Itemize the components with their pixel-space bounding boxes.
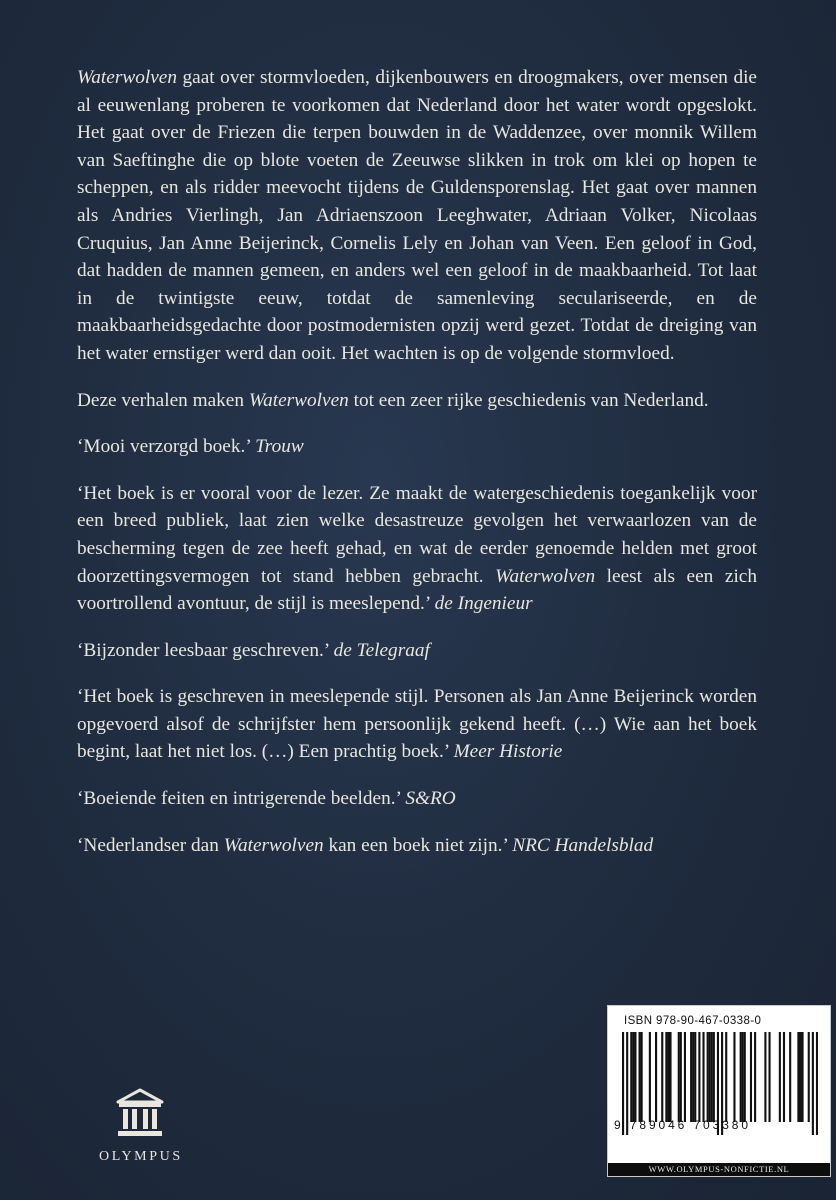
review-source: Meer Historie bbox=[453, 741, 563, 763]
barcode-bar bbox=[661, 1032, 663, 1122]
review-quote-text: ‘Boeiende feiten en intrigerende beelden.’ bbox=[77, 788, 406, 810]
barcode-bar bbox=[783, 1032, 785, 1122]
barcode-bar bbox=[779, 1032, 781, 1122]
barcode-bar bbox=[713, 1032, 715, 1122]
barcode-bar bbox=[709, 1032, 711, 1122]
barcode-bar bbox=[639, 1032, 641, 1122]
review-quote bbox=[77, 832, 757, 860]
publisher-website: WWW.OLYMPUS-NONFICTIE.NL bbox=[648, 1164, 790, 1174]
barcode-bar bbox=[764, 1032, 766, 1122]
barcode-bar bbox=[702, 1032, 704, 1122]
review-quote-text: ‘Het boek is geschreven in meeslepende stijl. Personen als Jan Anne Beijerinck worden opgevoerd alsof de schrijfster hem persoonlijk gekend heeft. (…) Wie aan het boek begint, laat het niet los. (…) Een prachtig boek.’ bbox=[77, 686, 757, 763]
barcode-bar bbox=[707, 1032, 709, 1122]
barcode-bar bbox=[678, 1032, 680, 1122]
blurb-text bbox=[77, 64, 757, 878]
barcode-bar bbox=[665, 1032, 667, 1122]
temple-columns-icon bbox=[114, 1088, 166, 1138]
review-quote-text: ‘Nederlandser dan bbox=[77, 834, 224, 856]
barcode-bar bbox=[655, 1032, 657, 1122]
barcode-bar bbox=[725, 1032, 727, 1122]
review-source: NRC Handelsblad bbox=[512, 834, 654, 856]
barcode-bar bbox=[680, 1032, 682, 1122]
review-source: de Telegraaf bbox=[333, 639, 430, 661]
book-title-italic: Waterwolven bbox=[77, 67, 177, 88]
review-quote-text: leest als een zich voortrollend avontuur, de stijl is meeslepend.’ bbox=[77, 565, 757, 615]
book-title-italic: Waterwolven bbox=[248, 389, 349, 411]
review-quote bbox=[77, 785, 757, 813]
blurb-paragraph-2 bbox=[77, 387, 757, 415]
barcode-bar bbox=[630, 1032, 632, 1122]
review-quote-text: kan een boek niet zijn.’ bbox=[323, 834, 513, 856]
review-source: Trouw bbox=[255, 436, 304, 458]
publisher-name: OLYMPUS bbox=[99, 1149, 183, 1164]
barcode-bar bbox=[634, 1032, 636, 1122]
barcode-bar bbox=[754, 1032, 756, 1122]
barcode-bar bbox=[799, 1032, 801, 1122]
barcode-bar bbox=[692, 1032, 694, 1122]
review-source: de Ingenieur bbox=[434, 593, 533, 615]
isbn-label: ISBN 978-90-467-0338-0 bbox=[624, 1015, 762, 1027]
barcode-bar bbox=[669, 1032, 671, 1122]
barcode-bar bbox=[797, 1032, 799, 1122]
barcode-bar bbox=[649, 1032, 651, 1122]
publisher-logo bbox=[99, 1088, 185, 1144]
blurb-paragraph-1-text: gaat over stormvloeden, dijkenbouwers en droogmakers, over mensen die al eeuwenlang proberen te voorkomen dat Nederland door het water wordt opgeslokt. Het gaat over de Friezen die terpen bouwden in de Waddenzee, over monnik Willem van Saeftinghe die op blote voeten de Zeeuwse slikken in trok om klei op hopen te scheppen, en als ridder meevocht tijdens de Guldensporenslag. Het gaat over mannen als Andries Vierlingh, Jan Adriaenszoon Leeghwater, Adriaan Volker, Nicolaas Cruquius, Jan Anne Beijerinck, Cornelis Lely en Johan van Veen. Een geloof in God, dat hadden de mannen gemeen, en anders wel een geloof in de maakbaarheid. Tot laat in de twintigste eeuw, totdat de samenleving seculariseerde, en de maakbaarheidsgedachte door postmodernisten opzij werd gezet. Totdat de dreiging van het water ernstiger werd dan ooit. Het wachten is op de volgende stormvloed. bbox=[77, 67, 757, 364]
barcode-bar bbox=[740, 1032, 742, 1122]
barcode-bar bbox=[690, 1032, 692, 1122]
barcode-bar bbox=[744, 1032, 746, 1122]
barcode-digits: 9 789046 703380 bbox=[614, 1118, 751, 1132]
barcode-bar bbox=[733, 1032, 735, 1122]
review-quote bbox=[77, 683, 757, 766]
barcode-bar bbox=[684, 1032, 686, 1122]
barcode-bar bbox=[694, 1032, 696, 1122]
review-source: S&RO bbox=[405, 788, 456, 810]
barcode-bar bbox=[801, 1032, 803, 1122]
barcode-bar bbox=[808, 1032, 810, 1122]
book-title-italic: Waterwolven bbox=[223, 834, 324, 856]
review-quote-text: ‘Bijzonder leesbaar geschreven.’ bbox=[77, 639, 334, 661]
blurb-paragraph-2-end: tot een zeer rijke geschiedenis van Nederland. bbox=[348, 389, 709, 411]
barcode-bar bbox=[667, 1032, 669, 1122]
book-title-italic: Waterwolven bbox=[495, 565, 596, 587]
isbn-barcode bbox=[607, 1005, 831, 1165]
barcode-bar bbox=[632, 1032, 634, 1122]
barcode-bar bbox=[641, 1032, 643, 1122]
barcode-bar bbox=[698, 1032, 700, 1122]
review-quote-text: ‘Het boek is er vooral voor de lezer. Ze maakt de watergeschiedenis toegankelijk voor een breed publiek, laat zien welke desastreuze gevolgen het verwaarlozen van de bescherming tegen de zee heeft gehad, en wat de eerder genoemde helden met groot doorzettingsvermogen tot stand hebben gebracht. bbox=[77, 482, 757, 587]
publisher-website-strip bbox=[607, 1163, 831, 1177]
barcode-bar bbox=[742, 1032, 744, 1122]
review-quote bbox=[77, 480, 757, 618]
barcode-bar bbox=[789, 1032, 791, 1122]
review-quote bbox=[77, 433, 757, 461]
barcode-bar bbox=[711, 1032, 713, 1122]
barcode-bar bbox=[768, 1032, 770, 1122]
blurb-paragraph-2-start: Deze verhalen maken bbox=[77, 389, 249, 411]
review-quote bbox=[77, 637, 757, 665]
barcode-bar bbox=[750, 1032, 752, 1122]
review-quote-text: ‘Mooi verzorgd boek.’ bbox=[77, 436, 256, 458]
blurb-paragraph-1 bbox=[77, 64, 757, 368]
